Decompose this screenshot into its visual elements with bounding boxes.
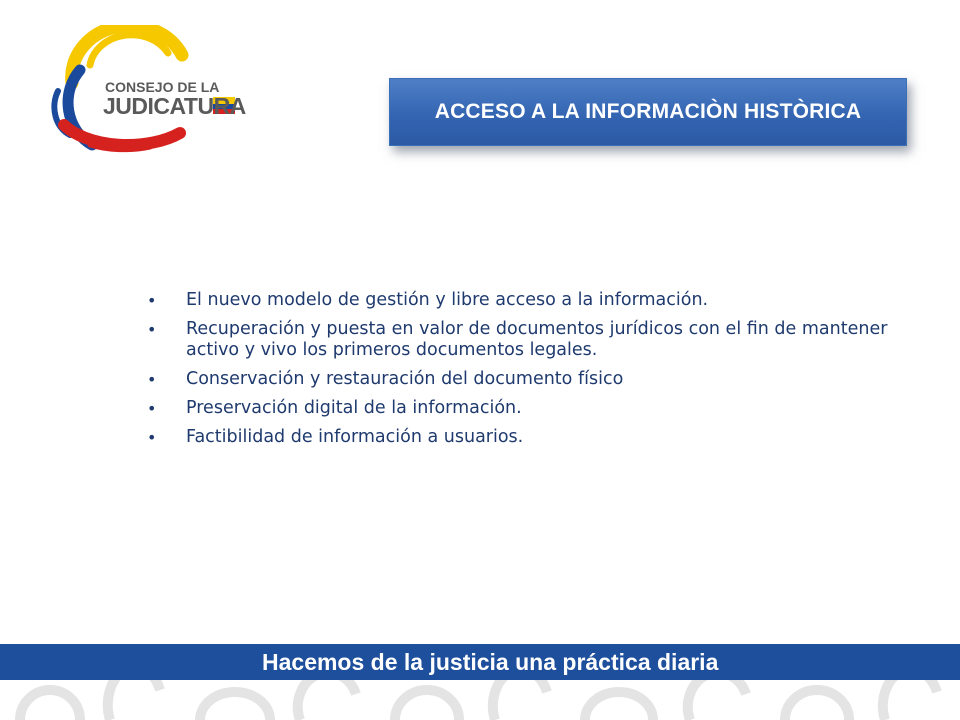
bullet-text: Factibilidad de información a usuarios. — [186, 427, 524, 447]
footer-slogan: Hacemos de la justicia una práctica diaria — [262, 649, 719, 675]
title-banner — [389, 78, 907, 146]
bullet-marker: • — [147, 320, 157, 339]
bullet-item — [147, 369, 907, 390]
slide-title: ACCESO A LA INFORMACIÒN HISTÒRICA — [434, 100, 862, 123]
bullet-marker: • — [147, 370, 157, 389]
bullet-list — [147, 290, 907, 456]
footer-decorative-pattern — [0, 680, 960, 720]
consejo-judicatura-logo — [30, 25, 245, 160]
bullet-marker: • — [147, 428, 157, 447]
bullet-item — [147, 319, 907, 361]
bullet-text: Recuperación y puesta en valor de documentos jurídicos con el fin de mantener activo y vivo los primeros documentos legales. — [186, 319, 888, 360]
logo-text-judicatura: JUDICATURA — [103, 93, 246, 119]
bullet-item — [147, 427, 907, 448]
bullet-text: El nuevo modelo de gestión y libre acceso a la información. — [186, 290, 709, 310]
bullet-text: Preservación digital de la información. — [186, 398, 522, 418]
bullet-text: Conservación y restauración del documento físico — [186, 369, 624, 389]
bullet-marker: • — [147, 399, 157, 418]
bullet-marker: • — [147, 291, 157, 310]
logo-text-consejo: CONSEJO DE LA — [105, 79, 220, 95]
bullet-item — [147, 290, 907, 311]
bullet-item — [147, 398, 907, 419]
